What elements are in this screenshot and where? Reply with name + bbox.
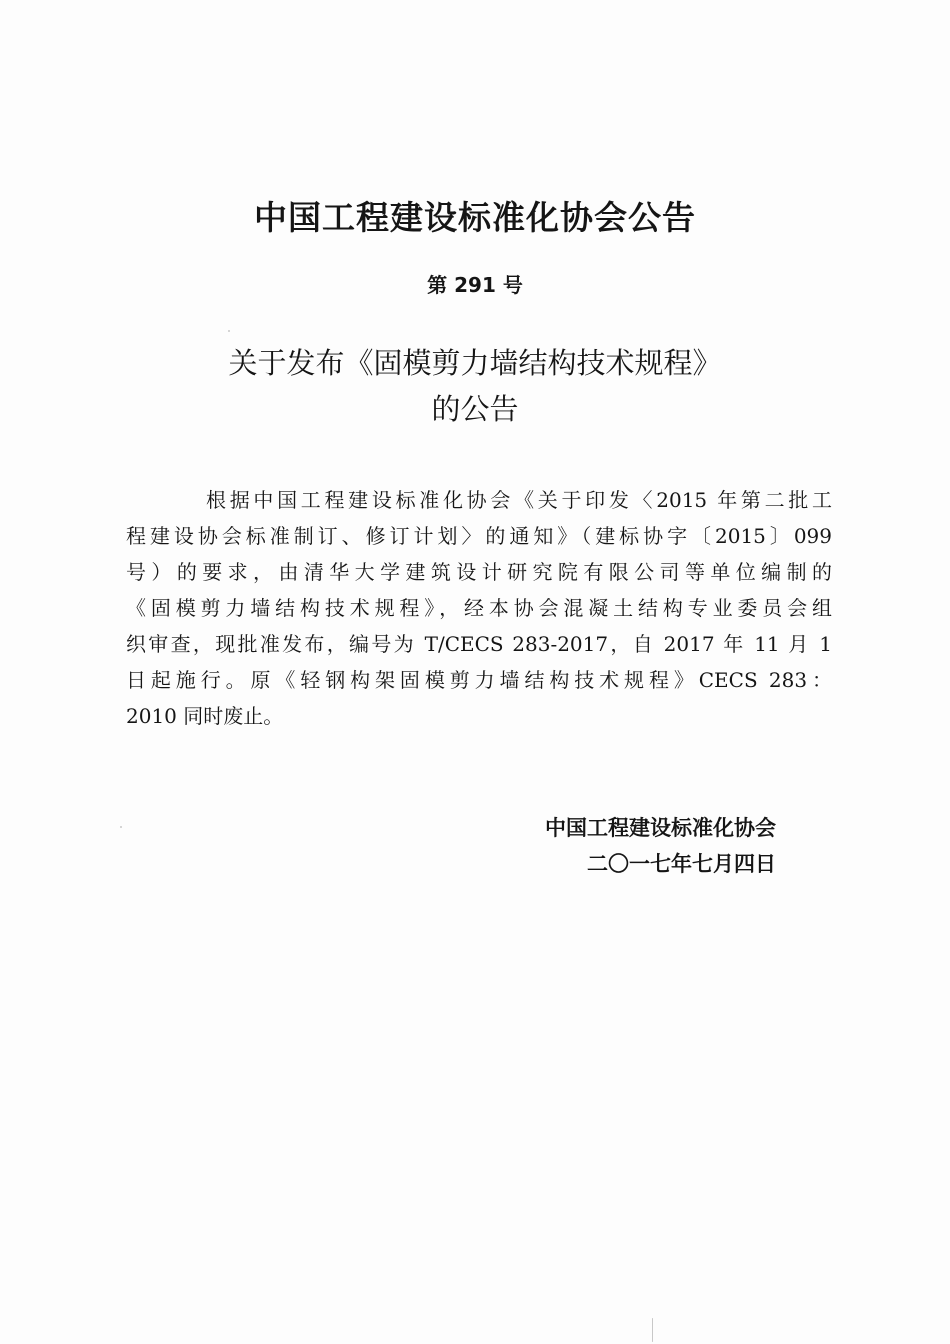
- body-line: 2010 同时废止。: [126, 704, 284, 728]
- scan-speck: [652, 1318, 653, 1342]
- body-line: 根据中国工程建设标准化协会《关于印发〈2015 年第二批工: [206, 488, 832, 512]
- body-line: 号）的要求，由清华大学建筑设计研究院有限公司等单位编制的: [126, 560, 832, 584]
- scan-speck: [120, 826, 122, 828]
- scan-speck: [228, 330, 230, 332]
- signing-date: 二〇一七年七月四日: [587, 852, 776, 876]
- body-line: 程建设协会标准制订、修订计划〉的通知》（建标协字〔2015〕099: [126, 524, 832, 548]
- notice-title-line: 的公告: [431, 392, 519, 426]
- notice-title-line: 关于发布《固模剪力墙结构技术规程》: [228, 346, 722, 380]
- signature-block: [545, 810, 776, 882]
- signing-organization: 中国工程建设标准化协会: [545, 816, 776, 840]
- body-line: 日起施行。原《轻钢构架固模剪力墙结构技术规程》CECS 283：: [126, 668, 832, 692]
- body-line: 《固模剪力墙结构技术规程》，经本协会混凝土结构专业委员会组: [126, 596, 832, 620]
- notice-title: [0, 340, 950, 432]
- announcement-body: [126, 482, 832, 734]
- body-line: 织审查，现批准发布，编号为 T/CECS 283-2017，自 2017 年 11 月 1: [126, 632, 832, 656]
- issue-number: 第 291 号: [427, 273, 523, 297]
- organization-title: 中国工程建设标准化协会公告: [254, 198, 696, 237]
